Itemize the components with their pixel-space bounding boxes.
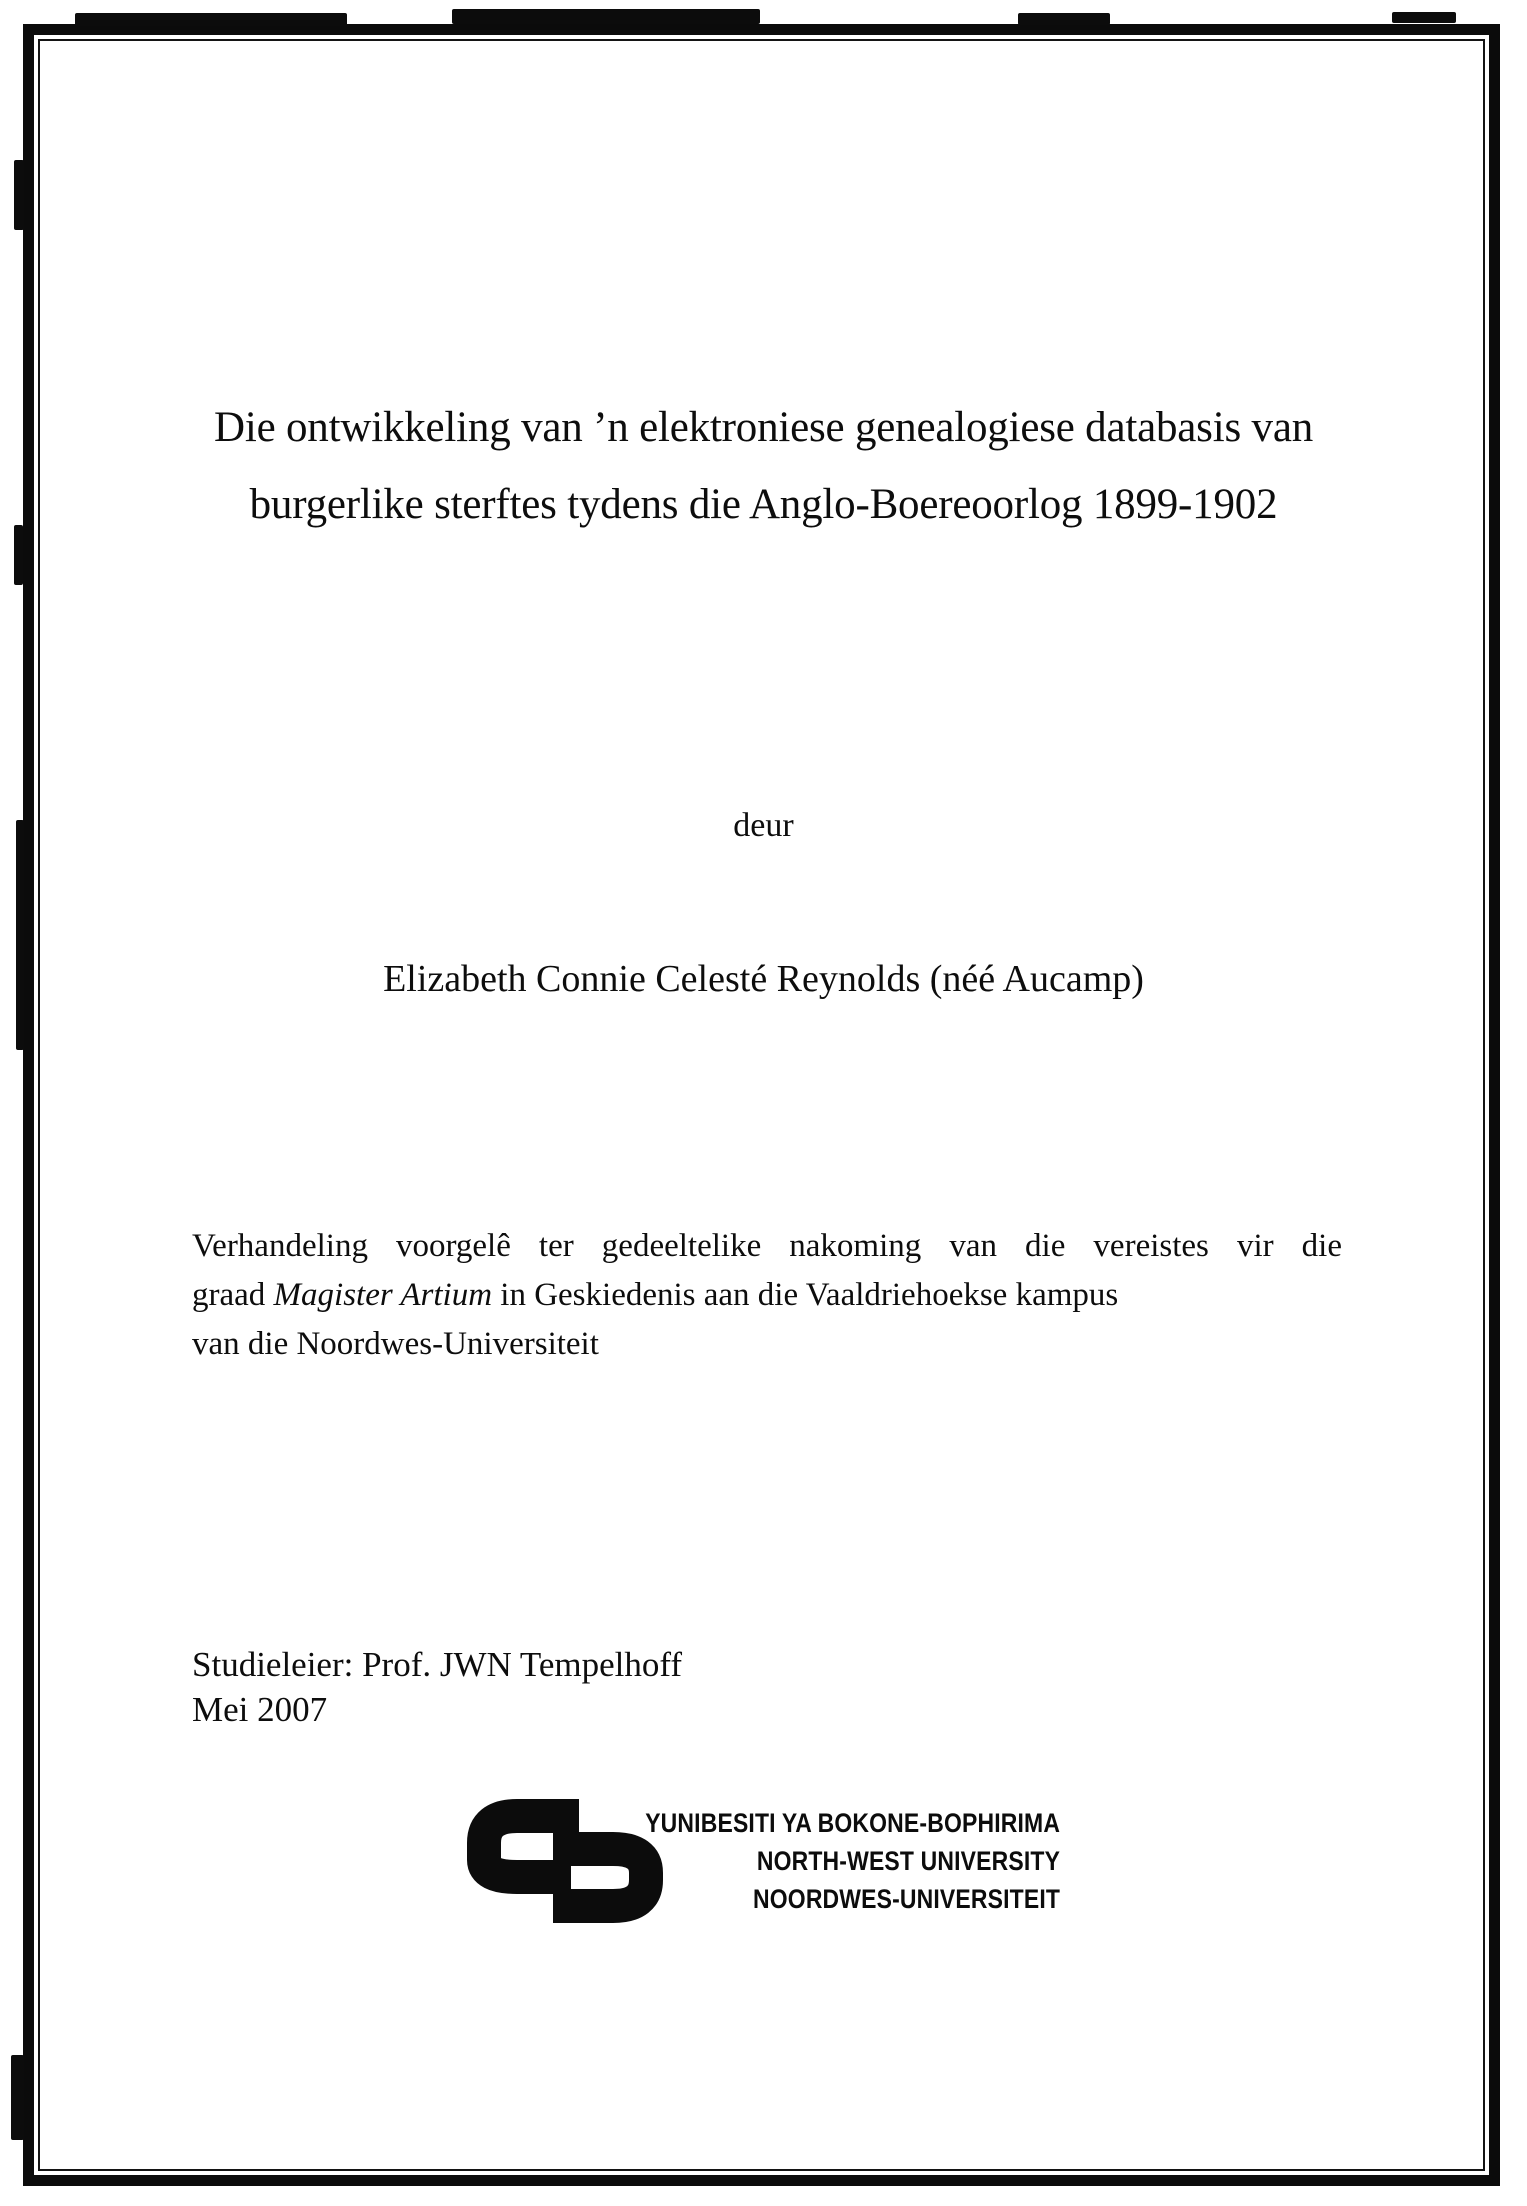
degree-statement-line1: Verhandeling voorgelê ter gedeeltelike nakoming van die vereistes vir die xyxy=(192,1228,1342,1264)
scan-artifact xyxy=(16,820,24,1050)
logo-text-setswana: YUNIBESITI YA BOKONE-BOPHIRIMA xyxy=(645,1808,1060,1838)
degree-statement-line2-pre: graad xyxy=(192,1277,274,1313)
scan-artifact xyxy=(14,525,23,585)
scan-artifact xyxy=(14,160,24,230)
author-name: Elizabeth Connie Celesté Reynolds (néé Aucamp) xyxy=(383,958,1144,1000)
degree-statement-line2-post: in Geskiedenis aan die Vaaldriehoekse kampus xyxy=(492,1277,1119,1313)
degree-statement-line2 xyxy=(192,1271,1342,1320)
scan-artifact xyxy=(11,2055,24,2140)
scan-artifact xyxy=(1392,12,1456,23)
degree-statement xyxy=(192,1222,1342,1369)
scan-artifact xyxy=(75,13,347,26)
thesis-title xyxy=(85,389,1442,543)
scan-artifact xyxy=(1018,13,1110,25)
byline-label: deur xyxy=(733,807,794,844)
thesis-title-line2: burgerlike sterftes tydens die Anglo-Boereoorlog 1899-1902 xyxy=(249,481,1278,528)
scan-artifact xyxy=(452,9,760,24)
supervisor-line: Studieleier: Prof. JWN Tempelhoff xyxy=(192,1645,683,1684)
logo-text-afrikaans: NOORDWES-UNIVERSITEIT xyxy=(752,1884,1060,1914)
date-line: Mei 2007 xyxy=(192,1690,328,1729)
university-logo xyxy=(467,1799,1060,1931)
degree-statement-line3: van die Noordwes-Universiteit xyxy=(192,1326,599,1362)
supervisor-block xyxy=(192,1642,682,1732)
thesis-title-line1: Die ontwikkeling van ’n elektroniese genealogiese databasis van xyxy=(213,404,1314,451)
logo-text-english: NORTH-WEST UNIVERSITY xyxy=(756,1846,1060,1876)
degree-name-italic: Magister Artium xyxy=(273,1277,493,1313)
nwu-interlocked-links-icon xyxy=(467,1799,663,1923)
university-logo-text xyxy=(645,1804,1060,1918)
